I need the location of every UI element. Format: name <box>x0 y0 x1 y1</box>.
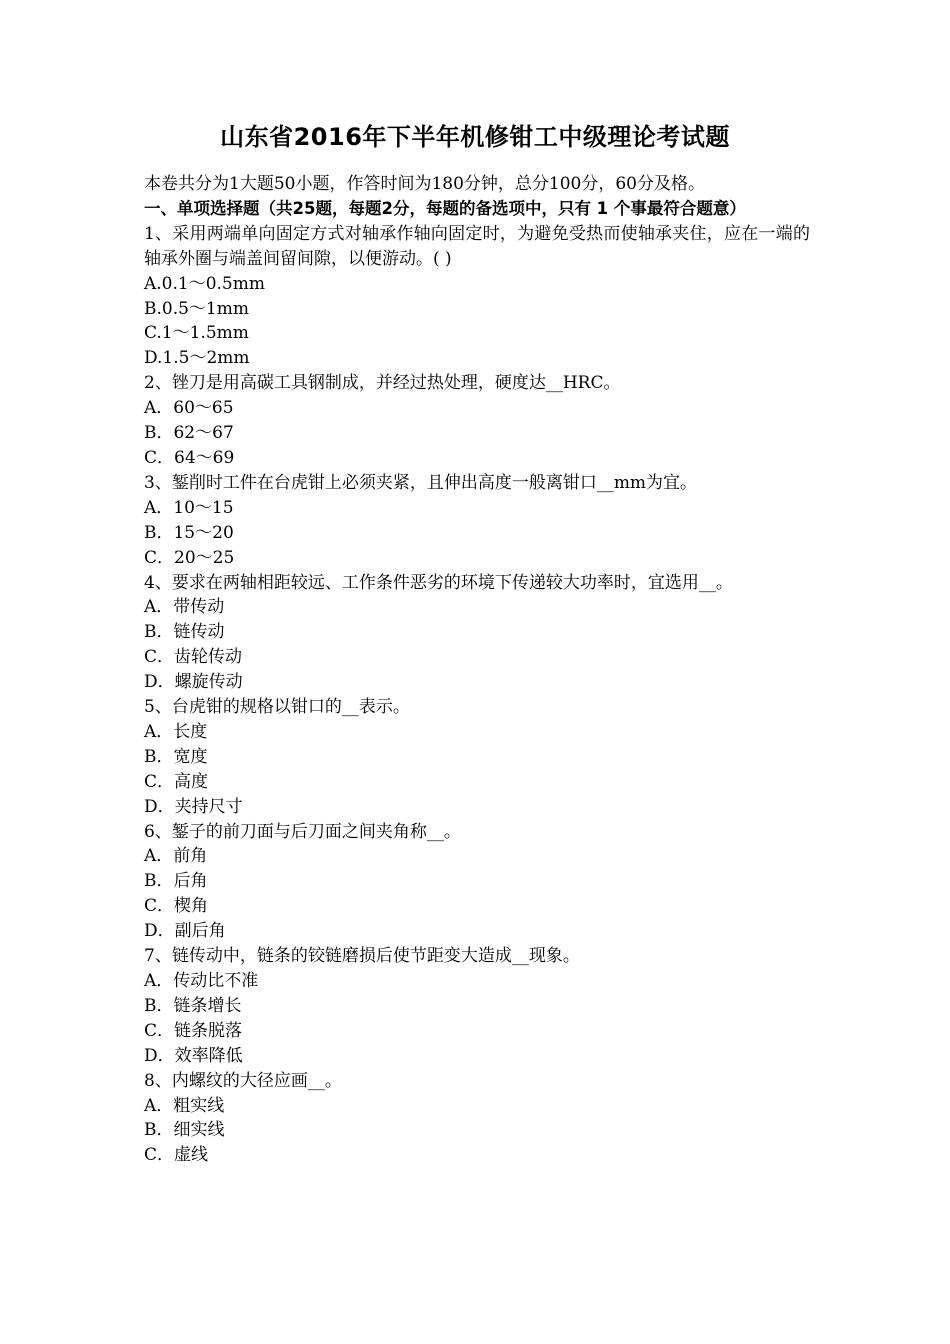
question-stem: 3、錾削时工件在台虎钳上必须夹紧，且伸出高度一般离钳口__mm为宜。 <box>144 472 698 493</box>
question-stem: 5、台虎钳的规格以钳口的__表示。 <box>144 697 410 718</box>
question-7 <box>144 944 810 1069</box>
option-b: B．15～20 <box>144 522 234 543</box>
option-b: B．链条增长 <box>144 995 242 1016</box>
question-stem: 8、内螺纹的大径应画__。 <box>144 1070 342 1091</box>
section-heading: 一、单项选择题（共25题，每题2分，每题的备选项中，只有 1 个事最符合题意） <box>144 198 746 218</box>
option-c: C.1～1.5mm <box>144 323 249 344</box>
question-2 <box>144 371 810 471</box>
option-d: D．效率降低 <box>144 1045 243 1066</box>
option-a: A．粗实线 <box>144 1095 225 1116</box>
question-stem: 7、链传动中，链条的铰链磨损后使节距变大造成__现象。 <box>144 946 580 967</box>
question-stem: 6、錾子的前刀面与后刀面之间夹角称__。 <box>144 821 461 842</box>
option-b: B．宽度 <box>144 746 208 767</box>
question-3 <box>144 471 810 571</box>
option-d: D．副后角 <box>144 921 226 942</box>
question-stem: 1、采用两端单向固定方式对轴承作轴向固定时，为避免受热而使轴承夹住，应在一端的轴承外圈与端盖间留间隙，以便游动。( ) <box>144 223 810 269</box>
option-a: A．60～65 <box>144 398 234 419</box>
option-a: A．带传动 <box>144 597 225 618</box>
document-body <box>144 172 810 1168</box>
option-b: B.0.5～1mm <box>144 298 249 319</box>
question-8 <box>144 1069 810 1169</box>
question-stem: 2、锉刀是用高碳工具钢制成，并经过热处理，硬度达__HRC。 <box>144 373 621 394</box>
option-c: C．楔角 <box>144 896 209 917</box>
option-d: D．螺旋传动 <box>144 672 243 693</box>
option-b: B．62～67 <box>144 423 234 444</box>
option-d: D．夹持尺寸 <box>144 796 243 817</box>
option-c: C．虚线 <box>144 1145 209 1166</box>
question-6 <box>144 820 810 945</box>
option-c: C．高度 <box>144 771 209 792</box>
option-b: B．链传动 <box>144 622 225 643</box>
option-c: C．64～69 <box>144 447 235 468</box>
option-c: C．齿轮传动 <box>144 647 243 668</box>
option-a: A．前角 <box>144 846 208 867</box>
option-a: A．长度 <box>144 721 208 742</box>
exam-intro: 本卷共分为1大题50小题，作答时间为180分钟，总分100分，60分及格。 <box>144 174 705 194</box>
option-c: C．20～25 <box>144 547 235 568</box>
option-a: A．传动比不准 <box>144 971 259 991</box>
question-stem: 4、要求在两轴相距较远、工作条件恶劣的环境下传递较大功率时，宜选用__。 <box>144 572 733 593</box>
option-a: A．10～15 <box>144 497 234 518</box>
question-4 <box>144 571 810 696</box>
question-5 <box>144 695 810 820</box>
option-a: A.0.1～0.5mm <box>144 273 265 294</box>
option-b: B．细实线 <box>144 1120 225 1141</box>
question-1 <box>144 222 810 371</box>
option-d: D.1.5～2mm <box>144 348 250 369</box>
document-title: 山东省2016年下半年机修钳工中级理论考试题 <box>220 123 730 151</box>
option-b: B．后角 <box>144 871 208 892</box>
option-c: C．链条脱落 <box>144 1020 243 1041</box>
